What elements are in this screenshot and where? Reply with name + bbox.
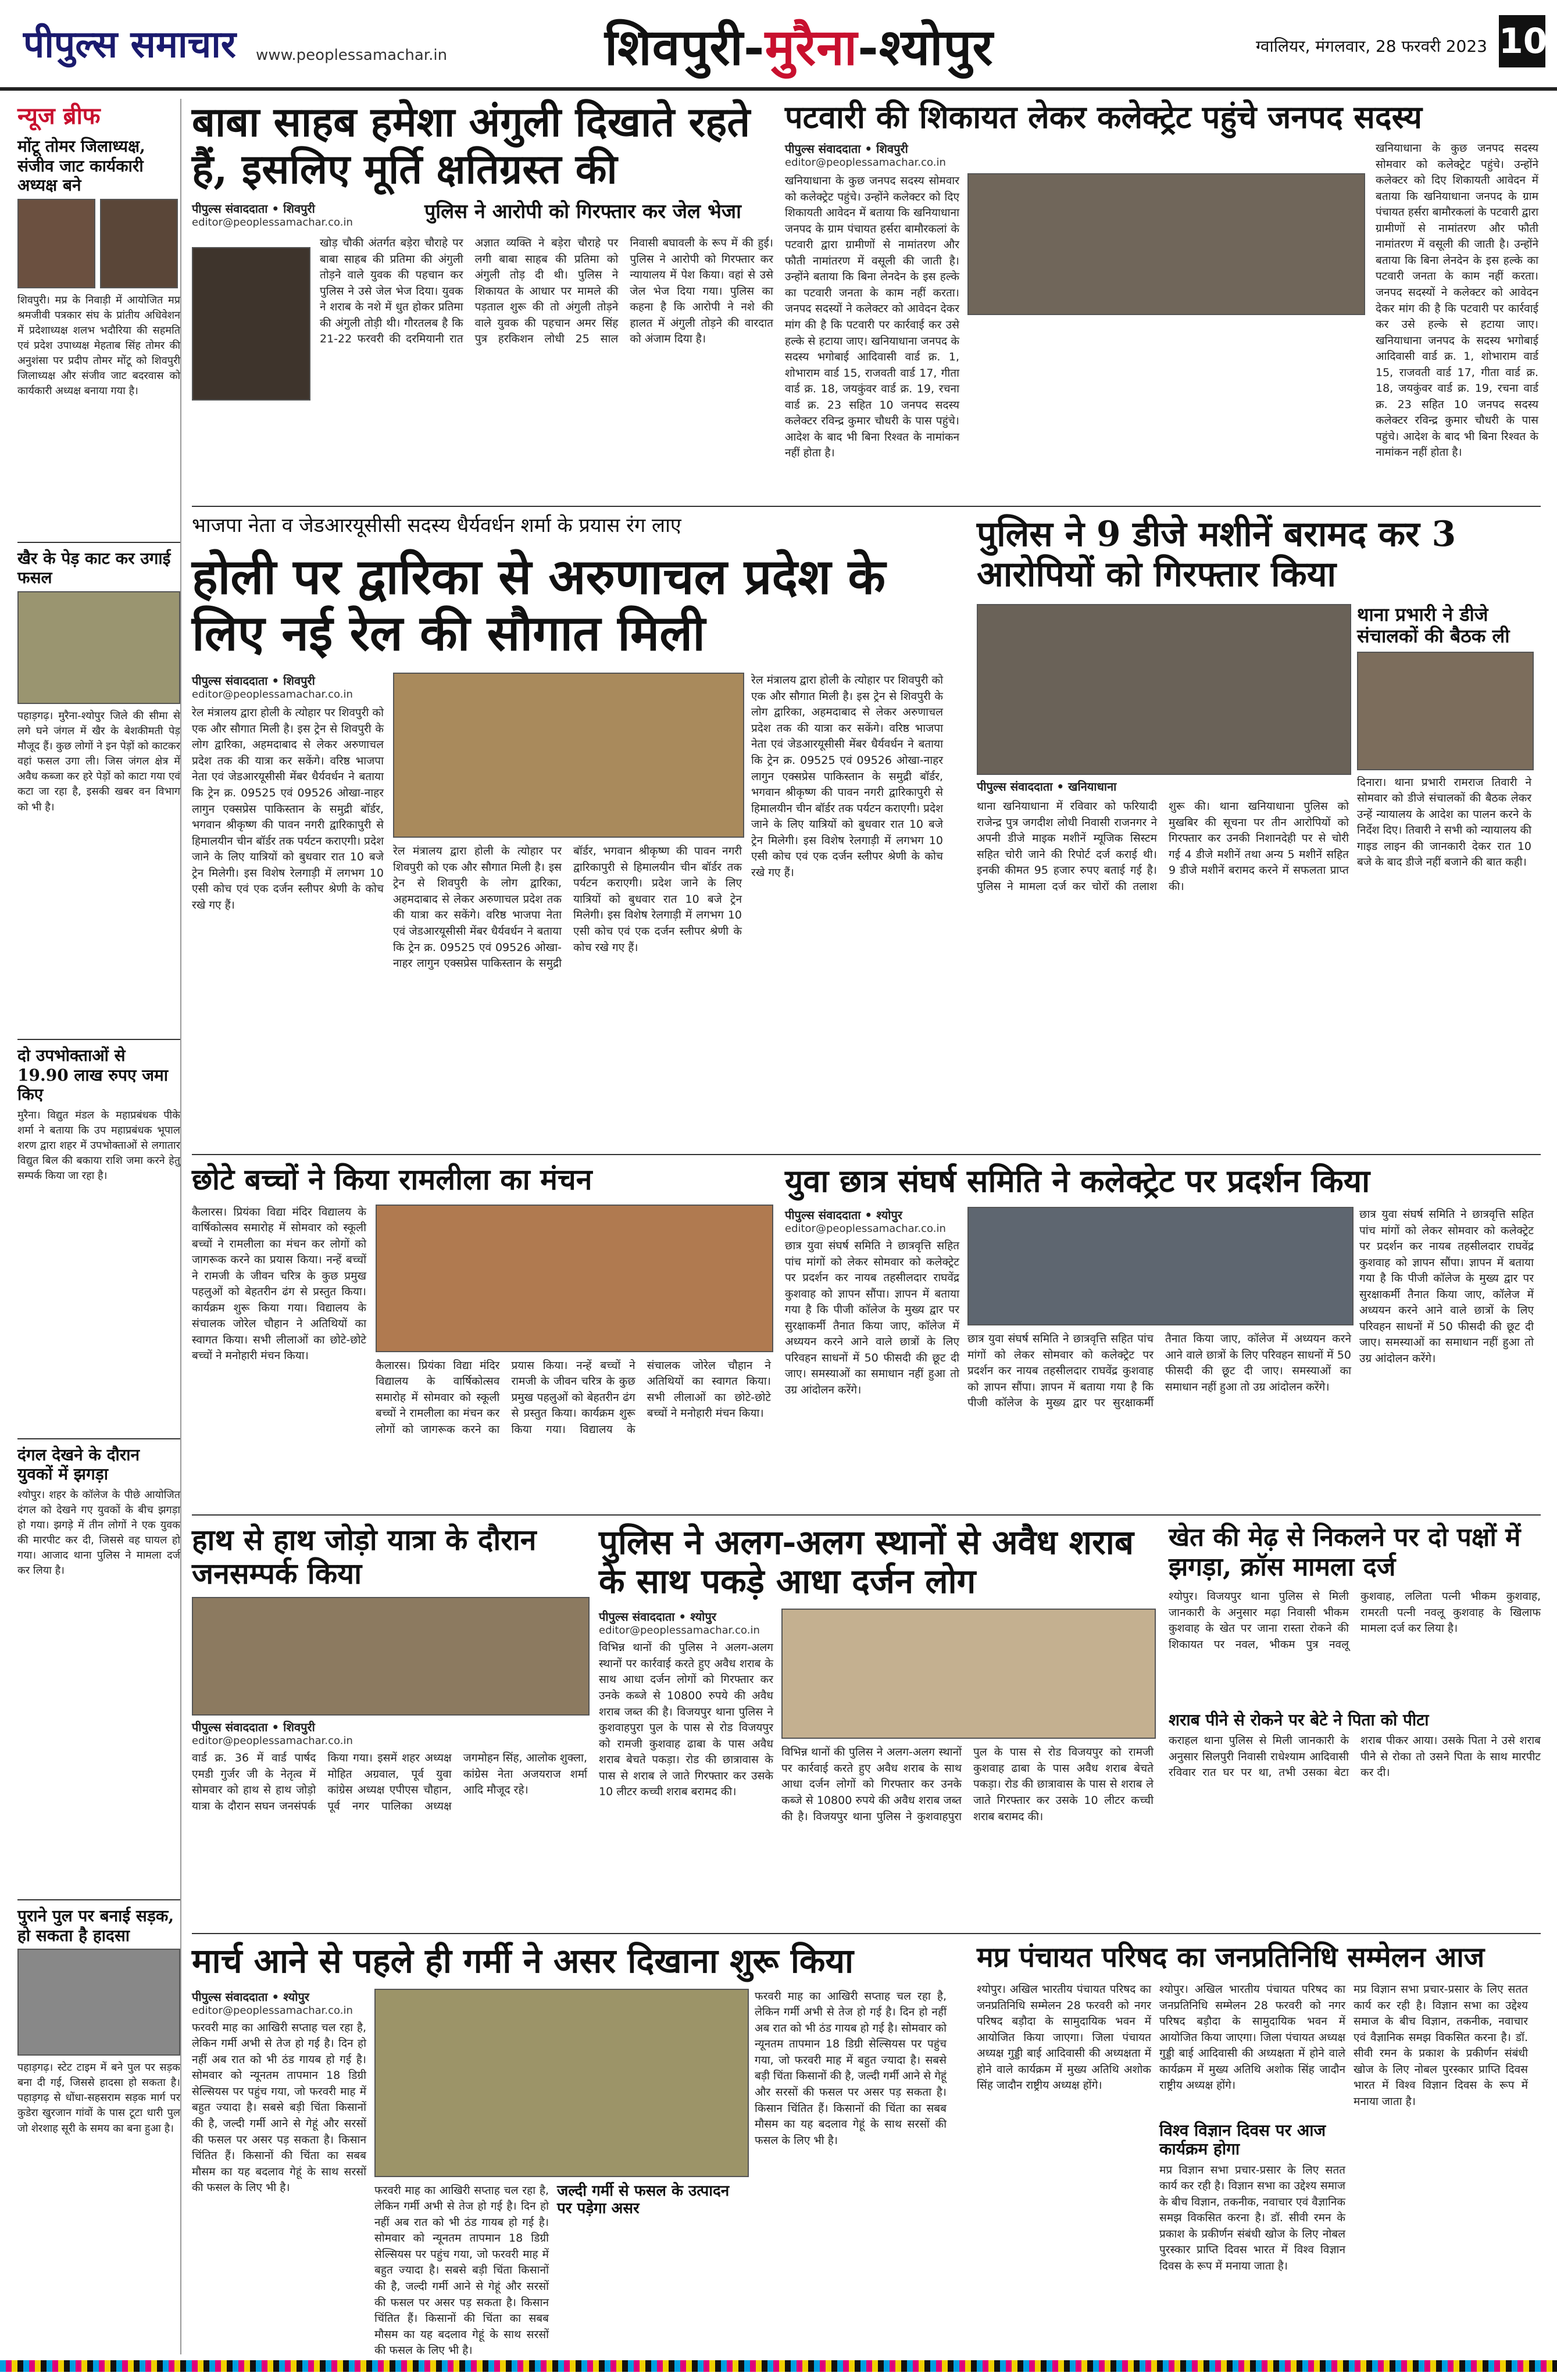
article-body-continued: रेल मंत्रालय द्वारा होली के त्योहार पर शिवपुरी को एक और सौगात मिली है। इस ट्रेन से शिवपुरी के लोग द्वारिका, अहमदाबाद से लेकर अरुणाचल प्रदेश तक की यात्रा कर सकेंगे। वरिष्ठ भाजपा नेता एवं जेडआरयूसीसी मेंबर धैर्यवर्धन ने बताया कि ट्रेन क्र. 09525 एवं 09526 ओखा-नाहर लागुन एक्सप्रेस पाकिस्तान के समुद्री बॉर्डर, भगवान श्रीकृष्ण की पावन नगरी द्वारिकापुरी से हिमालयीन चीन बॉर्डर तक पर्यटन कराएगी। प्रदेश जाने के लिए यात्रियों को बुधवार रात 10 बजे ट्रेन मिलेगी। इस विशेष रेलगाड़ी में लगभग 10 एसी कोच एवं एक दर्जन स्लीपर श्रेणी के कोच रखे गए हैं।: [751, 674, 943, 879]
email[interactable]: editor@peoplessamachar.co.in: [599, 1624, 760, 1637]
byline: पीपुल्स संवाददाता • श्योपुर: [192, 1989, 309, 2004]
article-body-continued: छात्र युवा संघर्ष समिति ने छात्रवृत्ति सहित पांच मांगों को लेकर सोमवार को कलेक्ट्रेट पर प्रदर्शन कर नायब तहसीलदार राघवेंद्र कुशवाह को ज्ञापन सौंपा। ज्ञापन में बताया गया है कि पीजी कॉलेज के मुख्य द्वार पर सुरक्षाकर्मी तैनात किया जाए, कॉलेज में अध्ययन करने आने वाले छात्रों के लिए परिवहन साधनों में 50 फीसदी की छूट दी जाए। समस्याओं का समाधान नहीं हुआ तो उग्र आंदोलन करेंगे।: [1359, 1208, 1534, 1366]
email[interactable]: editor@peoplessamachar.co.in: [192, 216, 353, 228]
side-body: दिनारा। थाना प्रभारी रामराज तिवारी ने सोमवार को डीजे संचालकों की बैठक लेकर उन्हें न्यायालय के आदेश का पालन करने के निर्देश दिए। तिवारी ने सभी को न्यायालय की गाइड लाइन की जानकारी देकर रात 10 बजे के बाद डीजे नहीं बजाने की बात कही।: [1357, 776, 1531, 869]
headline: होली पर द्वारिका से अरुणाचल प्रदेश के लिए नई रेल की सौगात मिली: [192, 548, 886, 662]
article-body-continued: कैलारस। प्रियंका विद्या मंदिर विद्यालय के वार्षिकोत्सव समारोह में सोमवार को स्कूली बच्चों ने रामलीला का मंचन कर लोगों को जागरूक करने का प्रयास किया। नन्हें बच्चों ने रामजी के जीवन चरित्र के कुछ प्रमुख पहलुओं को बेहतरीन ढंग से प्रस्तुत किया। कार्यक्रम शुरू किया गया। विद्यालय के संचालक जोरेल चौहान ने अतिथियों का स्वागत किया। सभी लीलाओं का छोटे-छोटे बच्चों ने मनोहारी मंचन किया।: [376, 1359, 771, 1436]
email[interactable]: editor@peoplessamachar.co.in: [192, 1735, 353, 1747]
bridge-photo: [17, 1949, 180, 2056]
byline: पीपुल्स संवाददाता • श्योपुर: [599, 1610, 716, 1624]
email[interactable]: editor@peoplessamachar.co.in: [192, 2004, 353, 2017]
brief-headline: दो उपभोक्ताओं से 19.90 लाख रुपए जमा किए: [17, 1045, 168, 1105]
email[interactable]: editor@peoplessamachar.co.in: [785, 156, 946, 169]
headline: मप्र पंचायत परिषद का जनप्रतिनिधि सम्मेलन आज: [977, 1941, 1485, 1974]
story-student-protest: [785, 1163, 1541, 1506]
brief-body: श्योपुर। शहर के कॉलेज के पीछे आयोजित दंगल को देखने गए युवकों के बीच झगड़ा हो गया। झगड़े में तीन लोगों ने एक युवक की मारपीट कर दी, जिससे वह घायल हो गया। आजाद थाना पुलिस ने मामला दर्ज कर लिया है।: [17, 1488, 180, 1577]
news-brief-title: न्यूज ब्रीफ: [17, 102, 101, 130]
headline: पुलिस ने अलग-अलग स्थानों से अवैध शराब के साथ पकड़े आधा दर्जन लोग: [599, 1523, 1134, 1601]
sub-headline: विश्व विज्ञान दिवस पर आज कार्यक्रम होगा: [1159, 2121, 1326, 2159]
leader-photo: [393, 673, 744, 838]
brief-photos: [17, 199, 180, 288]
story-haath-se-haath: [192, 1523, 587, 1924]
story-dj-seized: [977, 514, 1541, 1142]
byline: पीपुल्स संवाददाता • शिवपुरी: [192, 202, 315, 216]
brief-headline: खैर के पेड़ काट कर उगाई फसल: [17, 548, 171, 588]
brief-headline: पुराने पुल पर बनाई सड़क, हो सकता है हादसा: [17, 1906, 174, 1945]
brief-body: पहाड़गढ़। स्टेट टाइम में बने पुल पर सड़क बना दी गई, जिससे हादसा हो सकता है। पहाड़गढ़ से धोंधा-सहसराम सड़क मार्ग पर कुडेरा खुरजान गांवों के पास टूटा धारी पुल जो शेरशाह सूरी के समय का बना हुआ है।: [17, 2061, 180, 2135]
sub-body: कराहल थाना पुलिस से मिली जानकारी के अनुसार सिलपुरी निवासी राधेश्याम आदिवासी रविवार रात घर पर था, तभी उसका बेटा शराब पीकर आया। उसके पिता ने उसे शराब पीने से रोका तो उसने पिता के साथ मारपीट कर दी।: [1169, 1734, 1541, 1779]
masthead-logo: पीपुल्स समाचार: [23, 23, 236, 66]
page-number: 10: [1499, 15, 1545, 67]
sub-body: मप्र विज्ञान सभा प्रचार-प्रसार के लिए सतत कार्य कर रही है। विज्ञान सभा का उद्देश्य समाज के बीच विज्ञान, तकनीक, नवाचार एवं वैज्ञानिक समझ विकसित करना है। डॉ. सीवी रमन के प्रकाश के प्रकीर्णन संबंधी खोज के लिए नोबल पुरस्कार प्राप्ति दिवस भारत में विश्व विज्ञान दिवस के रूप में मनाया जाता है।: [1159, 2163, 1345, 2272]
headline: मार्च आने से पहले ही गर्मी ने असर दिखाना शुरू किया: [192, 1941, 854, 1981]
byline: पीपुल्स संवाददाता • शिवपुरी: [192, 674, 315, 688]
story-patwari-complaint: [785, 99, 1541, 494]
divider: [17, 1438, 180, 1439]
divider: [17, 1039, 180, 1040]
headline: पुलिस ने 9 डीजे मशीनें बरामद कर 3 आरोपियों को गिरफ्तार किया: [977, 514, 1456, 595]
portrait-photo: [100, 199, 178, 288]
arrest-illustration: [781, 1609, 1156, 1739]
protest-photo: [967, 1207, 1354, 1325]
article-body-continued: फरवरी माह का आखिरी सप्ताह चल रहा है, लेकिन गर्मी अभी से तेज हो गई है। दिन हो नहीं अब रात को भी ठंड गायब हो गई है। सोमवार को न्यूनतम तापमान 18 डिग्री सेल्सियस पर पहुंच गया, जो फरवरी माह में बहुत ज्यादा है। सबसे बड़ी चिंता किसानों की है, जल्दी गर्मी आने से गेहूं और सरसों की फसल पर असर पड़ सकता है। किसान चिंतित हैं। किसानों की चिंता का सबब मौसम का यह बदलाव गेहूं के साथ सरसों की फसल के लिए भी है।: [755, 1989, 947, 2147]
article-body: कैलारस। प्रियंका विद्या मंदिर विद्यालय के वार्षिकोत्सव समारोह में सोमवार को स्कूली बच्चों ने रामलीला का मंचन कर लोगों को जागरूक करने का प्रयास किया। नन्हें बच्चों ने रामजी के जीवन चरित्र के कुछ प्रमुख पहलुओं को बेहतरीन ढंग से प्रस्तुत किया। कार्यक्रम शुरू किया गया। विद्यालय के संचालक जोरेल चौहान ने अतिथियों का स्वागत किया। सभी लीलाओं का छोटे-छोटे बच्चों ने मनोहारी मंचन किया।: [192, 1205, 366, 1363]
divider: [192, 1933, 1541, 1934]
article-body: खोड़ चौकी अंतर्गत बड़ेरा चौराहे पर बाबा साहब की प्रतिमा की अंगुली तोड़ने वाले युवक की पहचान कर पुलिस ने उसे जेल भेज दिया। युवक ने शराब के नशे में धुत होकर प्रतिमा की अंगुली तोड़ी थी। गौरतलब है कि 21-22 फरवरी की दरमियानी रात अज्ञात व्यक्ति ने बड़ेरा चौराहे पर लगी बाबा साहब की प्रतिमा को अंगुली तोड़ दी थी। पुलिस ने शिकायत के आधार पर मामले की पड़ताल शुरू की तो अंगुली तोड़ने वाले युवक की पहचान अमर सिंह पुत्र हरकिशन लोधी 25 साल निवासी बघावली के रूप में की हुई। पुलिस ने आरोपी को गिरफ्तार कर न्यायालय में पेश किया। वहां से उसे जेल भेज दिया गया। पुलिस का कहना है कि आरोपी ने नशे की हालत में अंगुली तोड़ने की वारदात को अंजाम दिया है।: [320, 237, 773, 346]
color-registration-strip: [0, 2360, 1557, 2372]
headline: युवा छात्र संघर्ष समिति ने कलेक्ट्रेट पर प्रदर्शन किया: [785, 1162, 1370, 1199]
headline: खेत की मेढ़ से निकलने पर दो पक्षों में झगड़ा, क्रॉस मामला दर्ज: [1169, 1523, 1521, 1582]
article-body-continued: छात्र युवा संघर्ष समिति ने छात्रवृत्ति सहित पांच मांगों को लेकर सोमवार को कलेक्ट्रेट पर प्रदर्शन कर नायब तहसीलदार राघवेंद्र कुशवाह को ज्ञापन सौंपा। ज्ञापन में बताया गया है कि पीजी कॉलेज के मुख्य द्वार पर सुरक्षाकर्मी तैनात किया जाए, कॉलेज में अध्ययन करने आने वाले छात्रों के लिए परिवहन साधनों में 50 फीसदी की छूट दी जाए। समस्याओं का समाधान नहीं हुआ तो उग्र आंदोलन करेंगे।: [967, 1332, 1351, 1410]
section-title: [605, 12, 994, 80]
ramleela-photo: [376, 1205, 773, 1352]
dateline: ग्वालियर, मंगलवार, 28 फरवरी 2023: [1256, 37, 1487, 56]
page-header: [0, 0, 1557, 91]
side-headline: थाना प्रभारी ने डीजे संचालकों की बैठक ली: [1357, 603, 1510, 647]
article-body: खनियाधाना के कुछ जनपद सदस्य सोमवार को कलेक्ट्रेट पहुंचे। उन्होंने कलेक्टर को दिए शिकायती आवेदन में बताया कि खनियाधाना जनपद के ग्राम पंचायत हर्सरा बामौरकलां के पटवारी द्वारा ग्रामीणों से नामांतरण और फौती नामांतरण में वसूली की जाती है। उन्होंने बताया कि बिना लेनदेन के इस हल्के का पटवारी जनता के काम नहीं करता। जनपद सदस्यों ने कलेक्टर को आवेदन देकर मांग की है कि पटवारी पर कार्रवाई कर उसे हल्के से हटाया जाए। खनियाधाना जनपद के सदस्य भगोबाई आदिवासी वार्ड क्र. 1, शोभाराम वार्ड 15, राजवती वार्ड 17, गीता वार्ड क्र. 18, जयकुंवर वार्ड क्र. 19, रचना वार्ड क्र. 23 सहित 10 जनपद सदस्य कलेक्टर रविन्द्र कुमार चौधरी के पास पहुंचे। आदेश के बाद भी बिना रिश्वत के नामांकन नहीं होता है।: [785, 174, 959, 460]
delegation-photo: [967, 173, 1365, 315]
article-body-continued: रेल मंत्रालय द्वारा होली के त्योहार पर शिवपुरी को एक और सौगात मिली है। इस ट्रेन से शिवपुरी के लोग द्वारिका, अहमदाबाद से लेकर अरुणाचल प्रदेश तक की यात्रा कर सकेंगे। वरिष्ठ भाजपा नेता एवं जेडआरयूसीसी मेंबर धैर्यवर्धन ने बताया कि ट्रेन क्र. 09525 एवं 09526 ओखा-नाहर लागुन एक्सप्रेस पाकिस्तान के समुद्री बॉर्डर, भगवान श्रीकृष्ण की पावन नगरी द्वारिकापुरी से हिमालयीन चीन बॉर्डर तक पर्यटन कराएगी। प्रदेश जाने के लिए यात्रियों को बुधवार रात 10 बजे ट्रेन मिलेगी। इस विशेष रेलगाड़ी में लगभग 10 एसी कोच एवं एक दर्जन स्लीपर श्रेणी के कोच रखे गए हैं।: [393, 845, 742, 970]
divider: [192, 506, 1541, 507]
forest-photo: [17, 591, 180, 704]
portrait-photo: [17, 199, 95, 288]
email[interactable]: editor@peoplessamachar.co.in: [785, 1223, 946, 1235]
divider: [192, 1514, 1541, 1516]
section-part-b: मुरैना: [765, 18, 858, 77]
headline: छोटे बच्चों ने किया रामलीला का मंचन: [192, 1162, 592, 1196]
story-idol-damage: [192, 99, 773, 494]
field-photo: [374, 1989, 749, 2177]
article-body-continued: फरवरी माह का आखिरी सप्ताह चल रहा है, लेकिन गर्मी अभी से तेज हो गई है। दिन हो नहीं अब रात को भी ठंड गायब हो गई है। सोमवार को न्यूनतम तापमान 18 डिग्री सेल्सियस पर पहुंच गया, जो फरवरी माह में बहुत ज्यादा है। सबसे बड़ी चिंता किसानों की है, जल्दी गर्मी आने से गेहूं और सरसों की फसल पर असर पड़ सकता है। किसान चिंतित हैं। किसानों की चिंता का सबब मौसम का यह बदलाव गेहूं के साथ सरसों की फसल के लिए भी है।: [374, 2184, 549, 2357]
subheadline: पुलिस ने आरोपी को गिरफ्तार कर जेल भेजा: [424, 200, 741, 223]
pull-quote: जल्दी गर्मी से फसल के उत्पादन पर पड़ेगा असर: [557, 2182, 730, 2217]
brief-headline: दंगल देखने के दौरान युवकों में झगड़ा: [17, 1445, 140, 1484]
email[interactable]: editor@peoplessamachar.co.in: [192, 688, 353, 701]
byline: पीपुल्स संवाददाता • श्योपुर: [785, 1208, 902, 1223]
article-body: फरवरी माह का आखिरी सप्ताह चल रहा है, लेकिन गर्मी अभी से तेज हो गई है। दिन हो नहीं अब रात को भी ठंड गायब हो गई है। सोमवार को न्यूनतम तापमान 18 डिग्री सेल्सियस पर पहुंच गया, जो फरवरी माह में बहुत ज्यादा है। सबसे बड़ी चिंता किसानों की है, जल्दी गर्मी आने से गेहूं और सरसों की फसल पर असर पड़ सकता है। किसान चिंतित हैं। किसानों की चिंता का सबब मौसम का यह बदलाव गेहूं के साथ सरसों की फसल के लिए भी है।: [192, 2021, 366, 2195]
section-part-c: -श्योपुर: [858, 18, 994, 77]
sub-body-continued: मप्र विज्ञान सभा प्रचार-प्रसार के लिए सतत कार्य कर रही है। विज्ञान सभा का उद्देश्य समाज के बीच विज्ञान, तकनीक, नवाचार एवं वैज्ञानिक समझ विकसित करना है। डॉ. सीवी रमन के प्रकाश के प्रकीर्णन संबंधी खोज के लिए नोबल पुरस्कार प्राप्ति दिवस भारत में विश्व विज्ञान दिवस के रूप में मनाया जाता है।: [1354, 1983, 1528, 2109]
article-body: विभिन्न थानों की पुलिस ने अलग-अलग स्थानों पर कार्रवाई करते हुए अवैध शराब के साथ आधा दर्जन लोगों को गिरफ्तार कर उनके कब्जे से 10800 रुपये की अवैध शराब जब्त की है। विजयपुर थाना पुलिस ने कुशवाहपुरा पुल के पास से रोड विजयपुर को रामजी कुशवाह ढाबा के पास अवैध शराब बेचते पकड़ा। रोड की छात्रावास के पास से शराब ले जाते गिरफ्तार कर उसके 10 लीटर कच्ची शराब बरामद की।: [599, 1641, 773, 1799]
sub-headline: शराब पीने से रोकने पर बेटे ने पिता को पीटा: [1169, 1710, 1429, 1730]
story-ramleela: [192, 1163, 773, 1506]
article-body: श्योपुर। अखिल भारतीय पंचायत परिषद का जनप्रतिनिधि सम्मेलन 28 फरवरी को नगर परिषद बड़ौदा के सामुदायिक भवन में आयोजित किया जाएगा। जिला पंचायत अध्यक्ष गुड्डी बाई आदिवासी की अध्यक्षता में होने वाले कार्यक्रम में मुख्य अतिथि अशोक सिंह जादौन राष्ट्रीय अध्यक्ष होंगे।: [977, 1983, 1151, 2092]
divider: [17, 1899, 180, 1900]
article-body-continued: विभिन्न थानों की पुलिस ने अलग-अलग स्थानों पर कार्रवाई करते हुए अवैध शराब के साथ आधा दर्जन लोगों को गिरफ्तार कर उनके कब्जे से 10800 रुपये की अवैध शराब जब्त की है। विजयपुर थाना पुलिस ने कुशवाहपुरा पुल के पास से रोड विजयपुर को रामजी कुशवाह ढाबा के पास अवैध शराब बेचते पकड़ा। रोड की छात्रावास के पास से शराब ले जाते गिरफ्तार कर उसके 10 लीटर कच्ची शराब बरामद की।: [781, 1746, 1154, 1823]
news-brief-column: [17, 99, 181, 2354]
story-illegal-liquor: [599, 1523, 1157, 1924]
headline: हाथ से हाथ जोड़ो यात्रा के दौरान जनसम्पर्क किया: [192, 1523, 537, 1591]
accused-photo: [192, 247, 310, 401]
brief-headline: मोंटू तोमर जिलाध्यक्ष, संजीव जाट कार्यकारी अध्यक्ष बने: [17, 137, 145, 195]
byline: पीपुल्स संवाददाता • शिवपुरी: [192, 1720, 315, 1734]
website-url[interactable]: www.peoplessamachar.in: [256, 47, 448, 64]
article-body: छात्र युवा संघर्ष समिति ने छात्रवृत्ति सहित पांच मांगों को लेकर सोमवार को कलेक्ट्रेट पर प्रदर्शन कर नायब तहसीलदार राघवेंद्र कुशवाह को ज्ञापन सौंपा। ज्ञापन में बताया गया है कि पीजी कॉलेज के मुख्य द्वार पर सुरक्षाकर्मी तैनात किया जाए, कॉलेज में अध्ययन करने आने वाले छात्रों के लिए परिवहन साधनों में 50 फीसदी की छूट दी जाए। समस्याओं का समाधान नहीं हुआ तो उग्र आंदोलन करेंगे।: [785, 1239, 959, 1397]
article-body: वार्ड क्र. 36 में वार्ड पार्षद एमडी गुर्जर जी के नेतृत्व में सोमवार को हाथ से हाथ जोड़ो यात्रा के दौरान सघन जनसंपर्क किया गया। इसमें शहर अध्यक्ष मोहित अग्रवाल, पूर्व युवा कांग्रेस अध्यक्ष एपीएस चौहान, पूर्व नगर पालिका अध्यक्ष जगमोहन सिंह, आलोक शुक्ला, कांग्रेस नेता अजयराज शर्मा आदि मौजूद रहे।: [192, 1752, 587, 1813]
divider: [17, 542, 180, 543]
headline: पटवारी की शिकायत लेकर कलेक्ट्रेट पहुंचे जनपद सदस्य: [785, 98, 1422, 135]
section-part-a: शिवपुरी-: [605, 18, 765, 77]
story-early-heat: [192, 1941, 959, 2357]
divider: [192, 1154, 1541, 1155]
seized-dj-photo: [977, 604, 1351, 775]
headline: बाबा साहब हमेशा अंगुली दिखाते रहते हैं, इसलिए मूर्ति क्षतिग्रस्त की: [192, 98, 751, 193]
article-body: श्योपुर। विजयपुर थाना पुलिस से मिली जानकारी के अनुसार मढ़ा निवासी भीकम कुशवाह के खेत पर जाना रास्ता रोकने की शिकायत पर नवल, भीकम पुत्र नवलू कुशवाह, ललिता पत्नी भीकम कुशवाह, रामरती पत्नी नवलू कुशवाह के खिलाफ मामला दर्ज कर लिया है।: [1169, 1590, 1541, 1651]
rally-photo: [192, 1597, 590, 1716]
brief-body: मुरैना। विद्युत मंडल के महाप्रबंधक पीके शर्मा ने बताया कि उप महाप्रबंधक भूपाल शरण द्वारा शहर में उपभोक्ताओं से लगातार विद्युत बिल की बकाया राशि जमा करने हेतु सम्पर्क किया जा रहा है।: [17, 1109, 180, 1182]
article-body-continued: खनियाधाना के कुछ जनपद सदस्य सोमवार को कलेक्ट्रेट पहुंचे। उन्होंने कलेक्टर को दिए शिकायती आवेदन में बताया कि खनियाधाना जनपद के ग्राम पंचायत हर्सरा बामौरकलां के पटवारी द्वारा ग्रामीणों से नामांतरण और फौती नामांतरण में वसूली की जाती है। उन्होंने बताया कि बिना लेनदेन के इस हल्के का पटवारी जनता के काम नहीं करता। जनपद सदस्यों ने कलेक्टर को आवेदन देकर मांग की है कि पटवारी पर कार्रवाई कर उसे हल्के से हटाया जाए। खनियाधाना जनपद के सदस्य भगोबाई आदिवासी वार्ड क्र. 1, शोभाराम वार्ड 15, राजवती वार्ड 17, गीता वार्ड क्र. 18, जयकुंवर वार्ड क्र. 19, रचना वार्ड क्र. 23 सहित 10 जनपद सदस्य कलेक्टर रविन्द्र कुमार चौधरी के पास पहुंचे। आदेश के बाद भी बिना रिश्वत के नामांकन नहीं होता है।: [1376, 142, 1538, 459]
article-body-continued: श्योपुर। अखिल भारतीय पंचायत परिषद का जनप्रतिनिधि सम्मेलन 28 फरवरी को नगर परिषद बड़ौदा के सामुदायिक भवन में आयोजित किया जाएगा। जिला पंचायत अध्यक्ष गुड्डी बाई आदिवासी की अध्यक्षता में होने वाले कार्यक्रम में मुख्य अतिथि अशोक सिंह जादौन राष्ट्रीय अध्यक्ष होंगे।: [1159, 1983, 1345, 2092]
byline: पीपुल्स संवाददाता • शिवपुरी: [785, 142, 908, 156]
story-new-train: [192, 514, 959, 1142]
brief-body: पहाड़गढ़। मुरैना-श्योपुर जिले की सीमा से लगे घने जंगल में खैर के बेशकीमती पेड़ मौजूद हैं। कुछ लोगों ने इन पेड़ों को काटकर वहां फसल उगा ली। जिस जंगल क्षेत्र में अवैध कब्जा कर हरे पेड़ों को काटा गया एवं कटा जा रहा है, इसकी खबर वन विभाग को भी है।: [17, 709, 180, 813]
brief-body: शिवपुरी। मप्र के निवाड़ी में आयोजित मप्र श्रमजीवी पत्रकार संघ के प्रांतीय अधिवेशन में प्रदेशाध्यक्ष शलभ भदौरिया की सहमति एवं प्रदेश उपाध्यक्ष मेहताब सिंह तोमर की अनुशंसा पर प्रदीप तोमर मोंटू को शिवपुरी जिलाध्यक्ष और संजीव जाट बदरवास को कार्यकारी अध्यक्ष बनाया गया है।: [17, 294, 180, 398]
article-body: थाना खनियाधाना में रविवार को फरियादी राजेन्द्र पुत्र जगदीश लोधी निवासी राजनगर ने अपनी डीजे माइक मशीनें म्यूजिक सिस्टम सहित चोरी जाने की रिपोर्ट दर्ज कराई थी। इनकी कीमत 95 हजार रुपए बताई गई है। पुलिस ने मामला दर्ज कर चोरों की तलाश शुरू की। थाना खनियाधाना पुलिस को मुखबिर की सूचना पर तीन आरोपियों को गिरफ्तार कर उनकी निशानदेही पर से चोरी गई 4 डीजे मशीनें तथा अन्य 5 मशीनें सहित 9 डीजे मशीनें बरामद करने में सफलता प्राप्त की।: [977, 800, 1349, 893]
story-field-dispute: [1169, 1523, 1541, 1924]
kicker: भाजपा नेता व जेडआरयूसीसी सदस्य धैर्यवर्धन शर्मा के प्रयास रंग लाए: [192, 514, 681, 537]
meeting-photo: [1357, 652, 1534, 770]
byline: पीपुल्स संवाददाता • खनियाधाना: [977, 780, 1117, 794]
article-body: रेल मंत्रालय द्वारा होली के त्योहार पर शिवपुरी को एक और सौगात मिली है। इस ट्रेन से शिवपुरी के लोग द्वारिका, अहमदाबाद से लेकर अरुणाचल प्रदेश तक की यात्रा कर सकेंगे। वरिष्ठ भाजपा नेता एवं जेडआरयूसीसी मेंबर धैर्यवर्धन ने बताया कि ट्रेन क्र. 09525 एवं 09526 ओखा-नाहर लागुन एक्सप्रेस पाकिस्तान के समुद्री बॉर्डर, भगवान श्रीकृष्ण की पावन नगरी द्वारिकापुरी से हिमालयीन चीन बॉर्डर तक पर्यटन कराएगी। प्रदेश जाने के लिए यात्रियों को बुधवार रात 10 बजे ट्रेन मिलेगी। इस विशेष रेलगाड़ी में लगभग 10 एसी कोच एवं एक दर्जन स्लीपर श्रेणी के कोच रखे गए हैं।: [192, 706, 384, 912]
story-panchayat-meet: [977, 1942, 1541, 2354]
